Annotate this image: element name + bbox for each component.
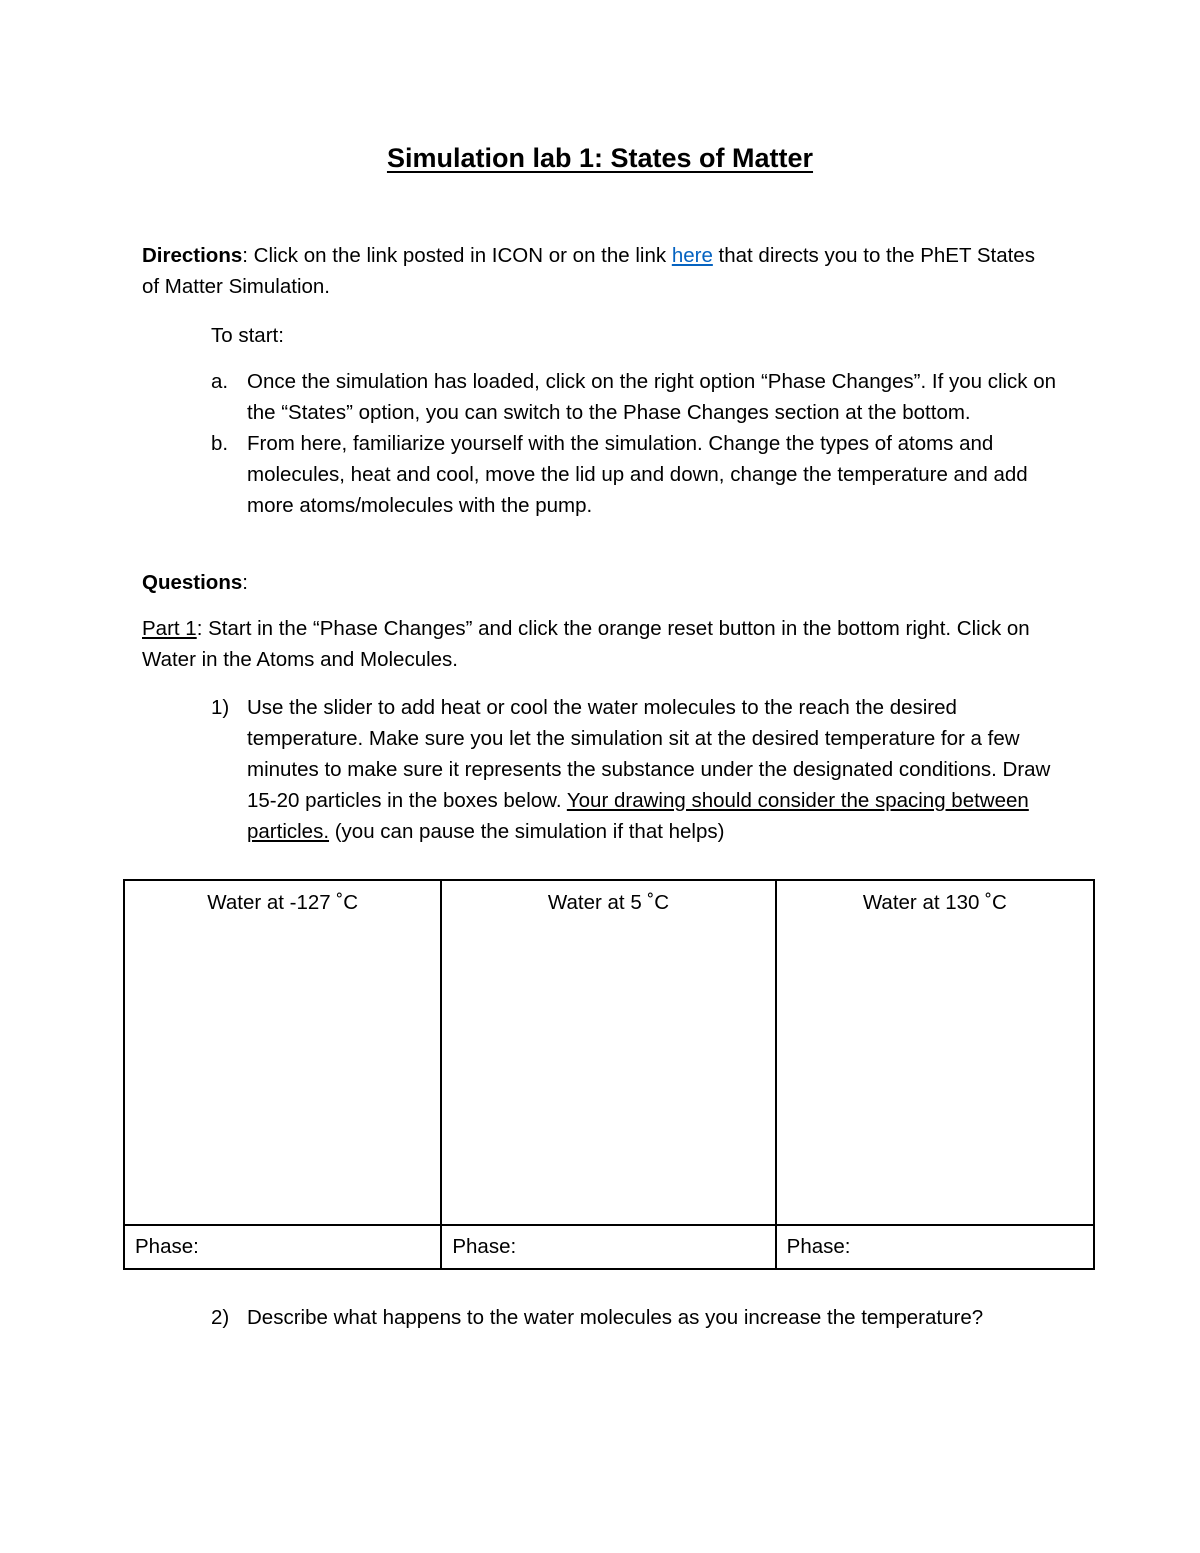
directions-text-before: : Click on the link posted in ICON or on the link — [242, 244, 672, 267]
list-item — [211, 366, 1061, 428]
part1-paragraph — [142, 613, 1082, 675]
part1-text: : Start in the “Phase Changes” and click the orange reset button in the bottom right. Click on Water in the Atoms and Molecules. — [142, 617, 1030, 671]
list-marker: b. — [211, 432, 229, 455]
question-1-text: Use the slider to add heat or cool the water molecules to the reach the desired temperature. Make sure you let the simulation sit at the desired temperature for a few minutes to make sure it represents the substance under the designated conditions. Draw 15-20 particles in the boxes below. — [247, 696, 1051, 812]
list-item-text: From here, familiarize yourself with the simulation. Change the types of atoms and molecules, heat and cool, move the lid up and down, change the temperature and add more atoms/molecules with the pump. — [247, 432, 1028, 517]
drawing-box-water-minus-127[interactable] — [124, 880, 441, 1225]
list-item-text: Once the simulation has loaded, click on the right option “Phase Changes”. If you click on the “States” option, you can switch to the Phase Changes section at the bottom. — [247, 370, 1057, 424]
question-1-underlined: Your drawing should consider the spacing between particles. — [247, 789, 1029, 843]
table-phase-row — [124, 1225, 1094, 1269]
phase-label: Phase: — [786, 1235, 851, 1258]
questions-label: Questions — [142, 571, 243, 594]
directions-paragraph — [142, 240, 1042, 302]
question-1-after: (you can pause the simulation if that helps) — [329, 820, 725, 843]
question-number: 2) — [211, 1306, 230, 1329]
phase-cell[interactable] — [124, 1225, 441, 1269]
table-header-row — [124, 880, 1094, 1225]
question-2 — [211, 1302, 1091, 1333]
list-item — [211, 692, 1061, 847]
phase-cell[interactable] — [776, 1225, 1094, 1269]
phase-label: Phase: — [452, 1235, 517, 1258]
list-item — [211, 1302, 1091, 1333]
drawing-table — [123, 879, 1095, 1270]
questions-colon: : — [242, 571, 248, 594]
question-1 — [211, 692, 1061, 847]
column-header: Water at 130 ˚C — [862, 891, 1007, 914]
here-link[interactable]: here — [671, 244, 713, 267]
list-marker: a. — [211, 370, 229, 393]
questions-heading — [142, 567, 248, 598]
drawing-box-water-5[interactable] — [441, 880, 775, 1225]
to-start-label: To start: — [211, 324, 284, 347]
column-header: Water at 5 ˚C — [547, 891, 670, 914]
phase-cell[interactable] — [441, 1225, 775, 1269]
part1-label: Part 1 — [142, 617, 197, 640]
phase-label: Phase: — [135, 1235, 199, 1258]
question-2-text: Describe what happens to the water molecules as you increase the temperature? — [247, 1306, 984, 1329]
drawing-box-water-130[interactable] — [776, 880, 1094, 1225]
list-item — [211, 428, 1061, 521]
page-title: Simulation lab 1: States of Matter — [386, 143, 814, 173]
column-header: Water at -127 ˚C — [207, 891, 359, 914]
question-number: 1) — [211, 696, 230, 719]
directions-label: Directions — [142, 244, 243, 267]
directions-text-after: that directs you to the PhET States of Matter Simulation. — [142, 244, 1035, 298]
start-steps-list — [211, 366, 1061, 521]
